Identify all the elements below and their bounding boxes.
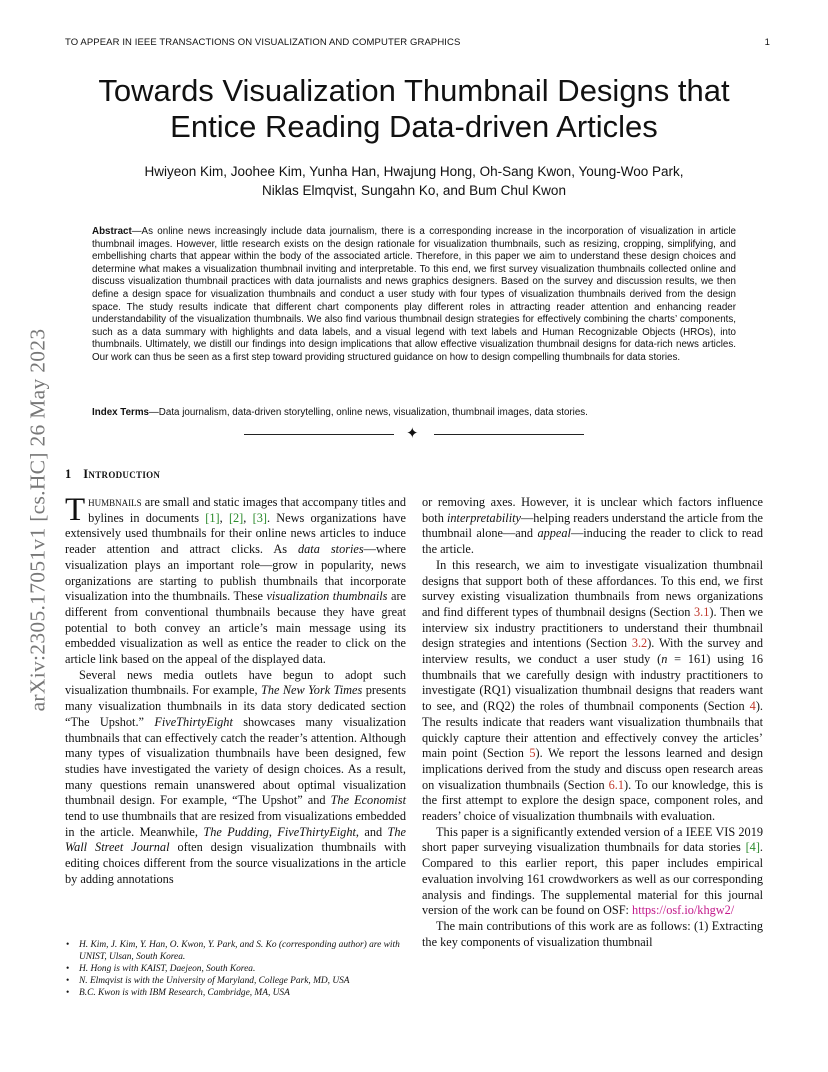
arxiv-stamp-text: arXiv:2305.17051v1 [cs.HC] 26 May 2023 — [25, 328, 50, 712]
author-line-2: Niklas Elmqvist, Sungahn Ko, and Bum Chul Kwon — [262, 183, 566, 198]
emphasis: The New York Times — [260, 683, 363, 698]
text: ). To our knowledge, this is the first attempt to explore the design space, component roles, and readers’ choice of visualization thumbnails with evaluation. — [422, 777, 763, 824]
page-number: 1 — [764, 37, 770, 48]
drop-cap: T — [65, 492, 86, 528]
paragraph — [422, 825, 763, 919]
section-heading — [65, 467, 160, 482]
emphasis: The Wall Street Journal — [65, 824, 406, 855]
text: ). Then we interview six industry practitioners to understand their thumbnail design strategies and intentions (Section — [422, 604, 764, 651]
arxiv-stamp — [18, 275, 58, 765]
text: This paper is a significantly extended version of a IEEE VIS 2019 short paper surveying visualization thumbnails for data stories — [422, 824, 763, 855]
emphasis: The Economist — [330, 793, 406, 808]
text: The main contributions of this work are as follows: (1) Extracting the key components of visualization thumbnail — [422, 918, 763, 949]
section-divider — [244, 427, 584, 441]
text: often design visualization thumbnails with editing choices different from the source visualizations in the article by adding annotations — [65, 840, 406, 886]
footnote-item: • H. Hong is with KAIST, Daejeon, South Korea. — [79, 964, 406, 976]
emphasis: The Pudding — [203, 824, 269, 839]
citation-link[interactable]: [3] — [252, 510, 267, 525]
text: . News organizations have extensively used thumbnails for their online news articles to induce reader attention and attract clicks. As — [65, 510, 406, 557]
section-number: 1 — [65, 467, 72, 481]
author-line-1: Hwiyeon Kim, Joohee Kim, Yunha Han, Hwajung Hong, Oh-Sang Kwon, Young-Woo Park, — [144, 164, 684, 179]
text: presents many visualization thumbnails in its data story dedicated section “The Upshot.” — [65, 683, 406, 729]
footnote-item: • N. Elmqvist is with the University of Maryland, College Park, MD, USA — [79, 976, 406, 988]
footnote-item: • H. Kim, J. Kim, Y. Han, O. Kwon, Y. Park, and S. Ko (corresponding author) are with UNIST, Ulsan, South Korea. — [79, 940, 406, 963]
paragraph: Thumbnails are small and static images that accompany titles and bylines in documents [1], [2], [3]. News organizations have extensively used thumbnails for their online news articles to induce reader attention and attract clicks. As data stories—where visualization plays an important role—grow in popularity, news organizations are starting to publish thumbnails that incorporate visualization into the thumbnails. These visualization thumbnails are different from conventional thumbnails because they have great potential to both convey an article’s main message using its embedded visualization as well as entice the reader to click on the article link based on the appeal of the displayed data. — [65, 492, 407, 667]
index-terms-text: —Data journalism, data-driven storytelling, online news, visualization, thumbnail images, data stories. — [149, 407, 588, 418]
text: ). The results indicate that readers want visualization thumbnails that quickly capture their attention and effectively convey the articles’ main point (Section — [422, 699, 763, 761]
section-ref-link[interactable]: 4 — [749, 699, 756, 714]
text: are different from conventional thumbnails because they have great potential to both convey an article’s main message using its embedded visualization as well as entice the reader to click on the article link based on the appeal of the displayed data. — [65, 589, 406, 667]
paper-title: Towards Visualization Thumbnail Designs that Entice Reading Data-driven Articles — [98, 73, 730, 144]
divider-line-right — [434, 434, 584, 435]
paragraph — [422, 919, 763, 950]
text: showcases many visualization thumbnails that can effectively catch the reader’s attention. Although many types of visualization thumbnails have been designed, few studies have investigated the variety of design choices. As a result, many questions remain unanswered about optimal visualization thumbnail design. For example, “The Upshot” and — [65, 714, 406, 808]
emphasis: FiveThirtyEight — [277, 824, 356, 839]
text: , — [268, 824, 278, 839]
text: ) using 16 thumbnails that we carefully design with industry practitioners to investigate (RQ1) visualization thumbnail designs that readers want to see, and (RQ2) the roles of thumbnail components (Section — [422, 652, 764, 714]
text: Several news media outlets have begun to adopt such visualization thumbnails. For example, — [65, 667, 406, 698]
text: = 161 — [667, 652, 707, 667]
osf-link[interactable]: https://osf.io/khgw2/ — [632, 903, 735, 918]
author-list — [60, 162, 768, 200]
author-footnotes — [65, 940, 406, 1000]
paragraph — [65, 668, 406, 888]
abstract-label: Abstract — [92, 226, 132, 237]
text: or removing axes. However, it is unclear which factors influence both — [422, 495, 763, 525]
text: ). With the survey and interview results, we conduct a user study ( — [422, 636, 764, 667]
divider-line-left — [244, 434, 394, 435]
text: . Compared to this earlier report, this paper includes empirical evaluation involving 161 crowdworkers as well as our corresponding analysis and findings. The supplemental material for this journal version of the work can be found on OSF: — [422, 840, 763, 918]
index-terms — [92, 407, 736, 420]
section-ref-link[interactable]: 3.1 — [693, 604, 710, 619]
paragraph — [422, 495, 763, 558]
abstract-text: —As online news increasingly include data journalism, there is a corresponding increase in the incorporation of visualization in article thumbnail images. However, little research exists on the design rationale for visualization thumbnails, such as resizing, cropping, simplifying, and embellishing charts that appear within the body of the associated article. Therefore, in this paper we aim to understand these design choices and determine what makes a visualization thumbnail inviting and interpretable. To this end, we first survey visualization thumbnails collected online and discuss visualization thumbnail practices with data journalists and news graphics designers. Based on the survey and discussion results, we then define a design space for visualization thumbnails and conduct a user study with four types of visualization thumbnails derived from the design space. The study results indicate that different chart components play different roles in attracting reader attention and enhancing reader understandability of the visualization thumbnails. We also find various thumbnail design strategies for effectively combining the charts’ components, such as a data summary with highlights and data labels, and a visual legend with text labels and Human Recognizable Objects (HROs), into thumbnails. Ultimately, we distill our findings into design implications that allow effective visualization thumbnail designs for data-rich news articles. Our work can thus be seen as a first step toward providing structured guidance on how to design compelling thumbnails for data stories. — [92, 226, 736, 363]
right-column — [422, 495, 763, 950]
smallcaps-word: humbnails — [88, 495, 142, 509]
text: In this research, we aim to investigate visualization thumbnail designs that support both of these affordances. To this end, we first survey existing visualization thumbnails from news organizations and find different types of thumbnail designs (Section — [422, 557, 763, 619]
text: —where visualization plays an important role—grow in popularity, news organizations are starting to publish thumbnails that incorporate visualization into the thumbnails. These — [65, 542, 407, 604]
section-title: Introduction — [83, 467, 161, 481]
citation-link[interactable]: [4] — [745, 840, 760, 855]
footnote-item: • B.C. Kwon is with IBM Research, Cambridge, MA, USA — [79, 988, 406, 1000]
running-head-text: TO APPEAR IN IEEE TRANSACTIONS ON VISUALIZATION AND COMPUTER GRAPHICS — [65, 37, 461, 48]
emphasis: FiveThirtyEight — [154, 714, 233, 729]
citation-link[interactable]: [1] — [205, 510, 220, 525]
emphasis: appeal — [537, 526, 571, 541]
divider-star-icon: ✦ — [406, 426, 419, 442]
running-head — [65, 37, 770, 48]
citation-link[interactable]: [2] — [228, 510, 244, 525]
text: —helping readers understand the article from the thumbnail alone—and — [422, 510, 763, 541]
math-var: n — [661, 652, 668, 667]
emphasis: visualization thumbnails — [266, 589, 388, 604]
index-terms-label: Index Terms — [92, 407, 149, 418]
text: ). We report the lessons learned and design implications derived from the study and discuss open research areas on visualization thumbnails (Section — [422, 746, 764, 792]
text: , and — [355, 824, 388, 839]
text: —inducing the reader to click to read the article. — [422, 526, 763, 557]
left-column — [65, 492, 407, 888]
emphasis: interpretability — [446, 510, 521, 525]
section-ref-link[interactable]: 5 — [529, 746, 536, 761]
section-ref-link[interactable]: 6.1 — [608, 777, 625, 792]
paragraph — [422, 558, 763, 825]
abstract — [92, 226, 736, 365]
text: are small and static images that accompany titles and bylines in documents — [88, 495, 406, 525]
section-ref-link[interactable]: 3.2 — [631, 636, 648, 651]
text: tend to use thumbnails that are resized from visualizations embedded in the article. Meanwhile, — [65, 809, 406, 839]
emphasis: data stories — [298, 542, 364, 557]
